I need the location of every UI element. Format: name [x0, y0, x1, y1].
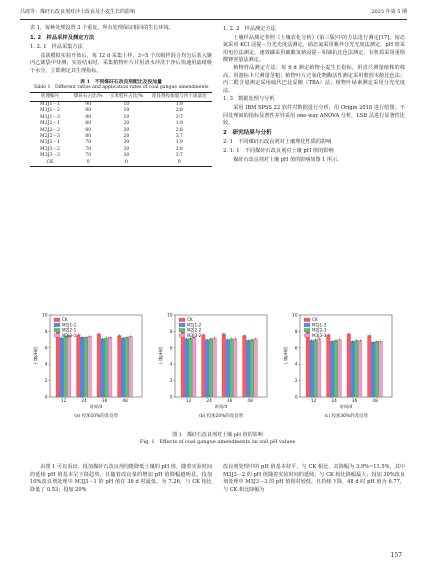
y-tick-label: 4 — [294, 361, 298, 367]
bar — [88, 336, 92, 397]
table-cell: 10 — [123, 108, 130, 114]
x-tick-label: 48 — [122, 398, 128, 403]
legend-label: M3J3-1 — [62, 332, 77, 338]
running-header — [20, 9, 407, 19]
legend-swatch — [179, 328, 185, 332]
x-tick-label: 12 — [310, 398, 317, 403]
figure-caption-en: Fig. 1 Effects of coal gangue amendments on soil pH values — [139, 439, 296, 445]
y-tick-label: 0 — [44, 394, 48, 400]
ph-chart-a — [30, 309, 155, 421]
legend-swatch — [179, 318, 185, 322]
legend-label: M1J1-2 — [187, 322, 202, 328]
y-tick-label: 0 — [169, 394, 173, 400]
table-cell: 30 — [123, 140, 130, 146]
ph-chart-c — [280, 309, 405, 421]
y-axis-label: 土壤pH值 — [158, 346, 163, 366]
page-number: 157 — [390, 552, 402, 559]
bar — [60, 338, 64, 397]
bar — [213, 338, 217, 397]
results-paragraph-left: 由图 1 可以看出，投加煤矸石改良剂均能降低土壤的 pH 值，随着实验时间的延续 pH 值基本呈下降趋势，且随着改良量的增加 pH 值降幅越明显。投加 10%改良剂处理中 M3J3－1 的 pH 值在 36 d 时最低，为 7.26，与 CK 相比降低了 0.53；投加 20% — [30, 464, 212, 493]
table-cell: M2J2－3 — [40, 133, 60, 139]
x-axis-label: 时间/d — [89, 404, 103, 409]
table-cell: M3J3－2 — [40, 146, 60, 152]
table-cell: 20 — [123, 127, 130, 133]
sampling-paragraph: 盆栽模拟实验开始后，每 12 d 采集土样，3~5 个次级样混合均匀后装入聚丙乙烯袋中待测；实验结束时，采集植物叶片并用清水冲洗干净后快速用滤纸吸干水分，立即测定其生理指标。 — [30, 52, 212, 74]
bar — [202, 335, 206, 397]
legend-swatch — [54, 328, 60, 332]
table-cell: 3∶7 — [175, 114, 183, 120]
section-1-2-heading: 1. 2 样品采样及测定方法 — [30, 34, 95, 41]
bar — [125, 337, 129, 397]
table-cell: 80 — [85, 127, 92, 133]
y-tick-label: 10 — [292, 312, 298, 318]
table-title: 表 1 不同煤矸石改良剂配比及投加量 — [80, 78, 162, 85]
ph-intro-paragraph: 煤矸石改良剂对土壤 pH 值的影响如图 1 所示。 — [233, 156, 343, 163]
bar — [338, 340, 342, 397]
legend-swatch — [304, 323, 310, 327]
bar — [358, 340, 362, 397]
table-cell: 1∶9 — [175, 121, 183, 127]
legend-label: CK — [312, 317, 318, 323]
x-tick-label: 48 — [372, 398, 378, 403]
table-cell: 90 — [85, 108, 92, 114]
x-tick-label: 36 — [226, 398, 233, 403]
bar — [67, 336, 71, 398]
table-cell: 80 — [85, 133, 92, 139]
table-cell: 2∶8 — [175, 146, 183, 152]
header-issue: 2025 年第 5 期 — [371, 9, 407, 15]
bar — [233, 339, 237, 397]
bar — [121, 338, 125, 397]
legend-label: M3J3-2 — [187, 332, 202, 338]
bar — [306, 331, 310, 397]
bar — [222, 334, 226, 397]
bar — [250, 340, 254, 397]
table-cell: 0 — [86, 159, 90, 165]
bar — [330, 341, 334, 397]
table-header-cell: 处理编号 — [40, 94, 60, 100]
table-cell: 70 — [85, 153, 92, 159]
section-2-1-1-heading: 2. 1. 1 不同煤矸石改良剂对土壤 pH 值的影响 — [223, 147, 334, 154]
table-cell: 70 — [85, 146, 92, 152]
section-2-heading: 2 研究结果与分析 — [223, 129, 272, 136]
y-tick-label: 4 — [44, 361, 48, 367]
table-cell: 90 — [85, 114, 92, 120]
bar — [209, 339, 213, 397]
table-cell: M3J3－1 — [40, 140, 60, 146]
bar — [108, 337, 112, 397]
table-cell: M2J2－2 — [40, 127, 60, 133]
table-cell: 0 — [177, 159, 181, 165]
table-cell: 20 — [123, 133, 130, 139]
y-tick-label: 6 — [44, 345, 48, 351]
bar — [355, 340, 359, 397]
table-cell: 2∶8 — [175, 108, 183, 114]
figure-1 — [30, 309, 405, 427]
ph-chart-b — [155, 309, 280, 421]
table-title-en: Table 1 Different ratios and application rates of coal gangue amendments — [33, 84, 209, 90]
y-axis-label: 土壤pH值 — [283, 346, 288, 366]
bar — [254, 339, 258, 397]
table-cell: 2∶8 — [175, 127, 183, 133]
bar — [118, 336, 122, 398]
bar — [101, 339, 105, 397]
table-cell: M1J1－2 — [40, 108, 60, 114]
legend-swatch — [54, 334, 60, 338]
section-1-2-2-heading: 1. 2. 2 样品测定方法 — [223, 26, 276, 32]
x-tick-label: 24 — [81, 398, 87, 403]
section-1-3-heading: 1. 3 数据处理与分析 — [223, 96, 275, 103]
right-column — [223, 25, 405, 164]
header-title: 吕波等：煤矸石改良剂对沙土改良及小麦生长的影响 — [20, 9, 136, 15]
table-header-cell: 改良剂投加量与沙土质量比 — [151, 94, 207, 100]
x-tick-label: 36 — [351, 398, 358, 403]
legend-label: CK — [62, 317, 68, 323]
bar — [226, 340, 230, 397]
x-tick-label: 48 — [247, 398, 253, 403]
y-tick-label: 10 — [42, 312, 48, 318]
table-cell: CK — [46, 159, 54, 165]
section-1-2-1-heading: 1. 2. 1 样品采集方法 — [30, 44, 83, 51]
table-cell: M1J1－1 — [40, 101, 60, 107]
legend-label: M2J2-3 — [312, 327, 327, 333]
figure-caption — [30, 432, 405, 446]
y-tick-label: 2 — [294, 378, 298, 384]
bar — [317, 339, 321, 397]
legend-label: CK — [187, 317, 193, 323]
table-cell: 1∶9 — [175, 101, 183, 107]
bar — [368, 336, 372, 398]
y-tick-label: 8 — [44, 328, 48, 334]
legend-swatch — [304, 328, 310, 332]
y-tick-label: 8 — [169, 328, 173, 334]
table-cell: 10 — [123, 101, 130, 107]
bar — [230, 339, 234, 397]
x-tick-label: 24 — [206, 398, 212, 403]
stats-paragraph: 采用 IBM SPSS 22 软件对数据进行分析，用 Origin 2018 进行绘图；不同处理间的指标显著性差异采用 one-way ANOVA 分析，LSD 法进行显著性比较。 — [223, 104, 405, 127]
legend-label: M3J3-3 — [312, 332, 327, 338]
table-cell: M2J2－1 — [40, 121, 60, 127]
x-tick-label: 36 — [101, 398, 108, 403]
bar — [246, 340, 250, 397]
table-cell: 3∶7 — [175, 133, 183, 139]
x-tick-label: 24 — [331, 398, 337, 403]
bar — [371, 342, 375, 397]
table-header-cell: 玉米秸秆占比/% — [109, 94, 144, 100]
table-cell: M1J1－3 — [40, 114, 60, 120]
left-column — [30, 25, 212, 167]
bar — [192, 337, 196, 397]
legend-label: M1J1-1 — [62, 322, 77, 328]
bar — [314, 340, 318, 397]
table-cell: 1∶9 — [175, 140, 183, 146]
table-cell: 90 — [85, 101, 92, 107]
legend-swatch — [54, 323, 60, 327]
y-tick-label: 0 — [294, 394, 298, 400]
bar — [310, 340, 314, 397]
table-cell: 0 — [124, 159, 128, 165]
intro-paragraph: 表 1，每种处理设置 3 个重复，所有处理保证相同的生长环境。 — [30, 25, 174, 31]
bar — [347, 334, 351, 397]
y-tick-label: 10 — [167, 312, 173, 318]
bar — [189, 338, 193, 397]
table-cell: 30 — [123, 146, 130, 152]
legend-label: M2J2-2 — [187, 327, 202, 333]
y-tick-label: 6 — [169, 345, 173, 351]
legend-swatch — [54, 318, 60, 322]
legend-swatch — [179, 323, 185, 327]
bar — [181, 331, 185, 397]
y-axis-label: 土壤pH值 — [33, 346, 38, 366]
bar — [105, 338, 109, 397]
legend-swatch — [304, 334, 310, 338]
legend-label: M1J1-3 — [312, 322, 327, 328]
bar — [56, 331, 60, 397]
bar — [379, 341, 383, 397]
results-right-text — [223, 464, 405, 494]
legend-label: M2J2-1 — [62, 327, 77, 333]
table-cell: 20 — [123, 121, 130, 127]
chart-title: (b) 投加20%的改良剂 — [199, 414, 243, 419]
bar — [97, 334, 101, 397]
bar — [129, 336, 133, 397]
table-row — [30, 160, 212, 167]
chart-title: (c) 投加30%的改良剂 — [324, 414, 368, 419]
ratio-table — [30, 92, 212, 167]
legend-swatch — [179, 334, 185, 338]
section-2-1-heading: 2. 1 不同煤矸石改良剂对土壤理化性质的影响 — [223, 139, 332, 146]
table-cell: M3J3－3 — [40, 153, 60, 159]
bar — [80, 337, 84, 397]
table-cell: 70 — [85, 140, 92, 146]
x-tick-label: 12 — [60, 398, 67, 403]
table-cell: 80 — [85, 121, 92, 127]
y-tick-label: 6 — [294, 345, 298, 351]
table-cell: 10 — [123, 114, 130, 120]
bar — [243, 336, 247, 398]
bar — [351, 341, 355, 397]
table-header-row — [30, 93, 212, 102]
table-cell: 3∶7 — [175, 153, 183, 159]
chart-title: (a) 投加10%的改良剂 — [74, 414, 118, 419]
figure-caption-cn: 图 1 煤矸石改良剂对土壤 pH 值的影响 — [172, 432, 263, 438]
bar — [84, 337, 88, 397]
results-left-text — [30, 464, 212, 494]
bar — [64, 336, 68, 397]
plant-method-paragraph: 植物样品测定方法：每 6 d 测定植物小麦生长指标，用直尺测量植株的株高、用游标卡尺测量茎粗；植物叶片过氧化物酶活性测定采用愈创木酚比色法；丙二醛含量测定采用硫代巴比妥酸（TBA）法；植物叶绿素测定采用分光光度法。 — [223, 64, 405, 94]
results-paragraph-right: 改良剂处理中的 pH 值基本持平，与 CK 相比，其降幅为 3.9%~11.5%，其中 M3J3－2 的 pH 值随着实验时间的延续；与 CK 相比降幅最大；投加 30%改良剂处理中 M3J3－3 的 pH 值相对较低，且持续下降，48 d 时 pH 值为 6.77，与 CK 相比降幅为 — [223, 464, 405, 493]
bar — [334, 340, 338, 397]
y-tick-label: 8 — [294, 328, 298, 334]
table-header-cell: 煤矸石占比/% — [73, 94, 103, 100]
header-divider — [20, 19, 407, 20]
x-axis-label: 时间/d — [214, 404, 228, 409]
bar — [185, 339, 189, 397]
x-axis-label: 时间/d — [339, 404, 353, 409]
x-tick-label: 12 — [185, 398, 192, 403]
bar — [327, 335, 331, 397]
legend-swatch — [304, 318, 310, 322]
bar — [205, 340, 209, 397]
y-tick-label: 2 — [169, 378, 173, 384]
y-tick-label: 4 — [169, 361, 173, 367]
table-cell: 30 — [123, 153, 130, 159]
y-tick-label: 2 — [44, 378, 48, 384]
bar — [77, 335, 81, 397]
bar — [375, 341, 379, 397]
soil-method-paragraph: 土壤样品测定参照《土壤农化分析》(第三版)中的方法进行测定[17]。铵态氮采用 KCl 浸提－分光光度法测定，硝态氮采用紫外分光光度法测定，pH 值采用电位法测定，速效磷采用碳酸氢钠浸提－钼锑抗比色法测定，有机质采用重铬酸钾容量法测定。 — [223, 34, 405, 64]
